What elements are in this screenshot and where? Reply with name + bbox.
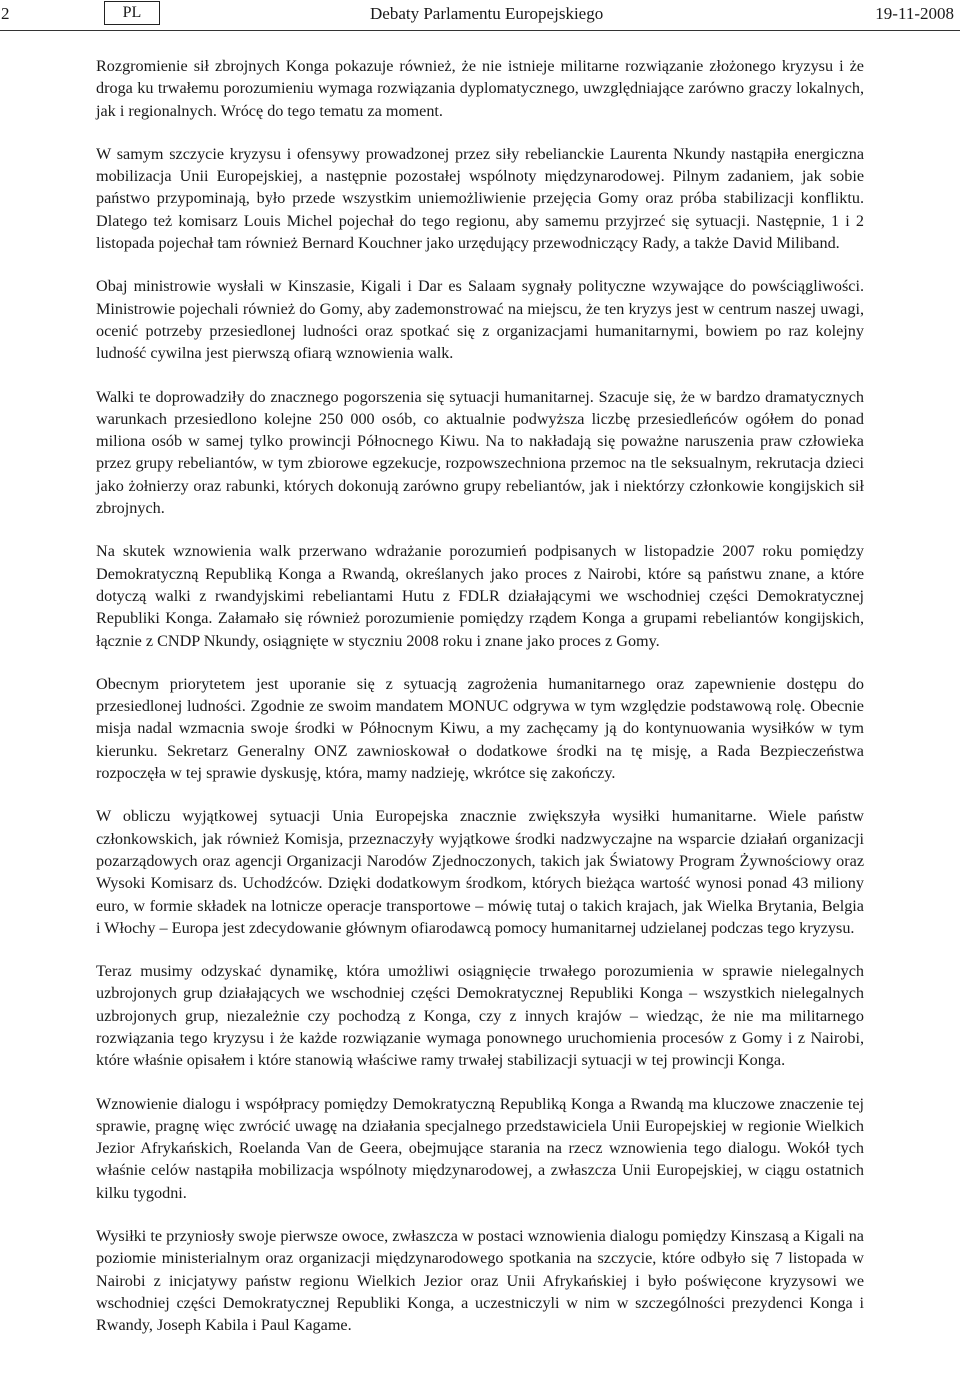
paragraph: Walki te doprowadziły do znacznego pogorszenia się sytuacji humanitarnej. Szacuje się, że w bardzo dramatycznych warunkach przesiedlono kolejne 250 000 osób, co aktualnie podwyższa liczbę przesiedleńców ogółem do ponad miliona osób w samej tylko prowincji Północnego Kiwu. Na to nakładają się poważne naruszenia praw człowieka przez grupy rebeliantów, w tym zbiorowe egzekucje, rozpowszechniona przemoc na tle seksualnym, rekrutacja dzieci jako żołnierzy oraz rabunki, których dokonują zarówno grupy rebeliantów, jak i niektórzy członkowie kongijskich sił zbrojnych. bbox=[96, 387, 864, 518]
publication-date: 19-11-2008 bbox=[875, 4, 954, 23]
document-body bbox=[96, 55, 864, 1358]
paragraph: Na skutek wznowienia walk przerwano wdrażanie porozumień podpisanych w listopadzie 2007 roku pomiędzy Demokratyczną Republiką Konga a Rwandą, określanych jako proces z Nairobi, które są państwu znane, a które dotyczą walki z rwandyjskimi rebeliantami Hutu z FDLR działającymi we wschodniej części Demokratycznej Republiki Konga. Załamało się również porozumienie pomiędzy rządem Konga a grupami rebeliantów kongijskich, łącznie z CNDP Nkundy, osiągnięte w styczniu 2008 roku i znane jako proces z Gomy. bbox=[96, 542, 864, 650]
language-badge: PL bbox=[104, 1, 160, 25]
paragraph: Obaj ministrowie wysłali w Kinszasie, Kigali i Dar es Salaam sygnały polityczne wzywające do powściągliwości. Ministrowie pojechali również do Gomy, aby zademonstrować na miejscu, że ten kryzys jest w centrum naszej uwagi, ocenić potrzeby przesiedlonej ludności oraz spotkać się z organizacjami humanitarnymi, bowiem po raz kolejny ludność cywilna jest pierwszą ofiarą wznowienia walk. bbox=[96, 277, 864, 363]
paragraph: W obliczu wyjątkowej sytuacji Unia Europejska znacznie zwiększyła wysiłki humanitarne. Wiele państw członkowskich, jak również Komisja, przeznaczyły wyjątkowe środki nadzwyczajne na wsparcie działań organizacji pozarządowych oraz agencji Organizacji Narodów Zjednoczonych, takich jak Światowy Program Żywnościowy oraz Wysoki Komisarz ds. Uchodźców. Dzięki dodatkowym środkom, których bieżąca wartość wynosi ponad 43 miliony euro, w formie składek na lotnicze operacje transportowe – mówię tutaj o takich krajach, jak Wielka Brytania, Belgia i Włochy – Europa jest zdecydowanie głównym ofiarodawcą pomocy humanitarnej udzielanej podczas tego kryzysu. bbox=[96, 807, 864, 937]
page-number: 2 bbox=[1, 4, 10, 23]
paragraph: Obecnym priorytetem jest uporanie się z sytuacją zagrożenia humanitarnego oraz zapewnienie dostępu do przesiedlonej ludności. Zgodnie ze swoim mandatem MONUC odgrywa w tym względzie podstawową rolę. Obecnie misja nadal wzmacnia swoje środki w Północnym Kiwu, a my zachęcamy ją do kontynuowania wysiłków w tym kierunku. Sekretarz Generalny ONZ zawnioskował o dodatkowe środki na tę misję, a Rada Bezpieczeństwa rozpoczęła w tej sprawie dyskusję, która, mamy nadzieję, wkrótce się zakończy. bbox=[96, 674, 864, 783]
paragraph: Wysiłki te przyniosły swoje pierwsze owoce, zwłaszcza w postaci wznowienia dialogu pomiędzy Kinszasą a Kigali na poziomie ministerialnym oraz organizacji międzynarodowego spotkania na szczycie, które odbyło się 7 listopada w Nairobi z inicjatywy państw regionu Wielkich Jezior oraz Unii Afrykańskiej i było poświęcone kryzysowi we wschodniej części Demokratycznej Republiki Konga, a uczestniczyli w nim w szczególności prezydenci Konga i Rwandy, Joseph Kabila i Paul Kagame. bbox=[96, 1227, 864, 1335]
paragraph: Teraz musimy odzyskać dynamikę, która umożliwi osiągnięcie trwałego porozumienia w sprawie nielegalnych uzbrojonych grup działających we wschodniej części Demokratycznej Republiki Konga – wszystkich nielegalnych uzbrojonych grup, niezależnie czy pochodzą z Konga, czy z innych krajów – wiedząc, że nie ma militarnego rozwiązania tego kryzysu i że każde rozwiązanie wymaga ponownego uruchomienia procesów z Gomy i z Nairobi, które właśnie opisałem i które stanowią właściwe ramy trwałej stabilizacji sytuacji w tej prowincji Konga. bbox=[96, 962, 864, 1070]
paragraph: Rozgromienie sił zbrojnych Konga pokazuje również, że nie istnieje militarne rozwiązanie złożonego kryzysu i że droga ku trwałemu porozumieniu wymaga rozwiązania dyplomatycznego, uwzględniające zarówno graczy lokalnych, jak i regionalnych. Wrócę do tego tematu za moment. bbox=[96, 57, 864, 120]
paragraph: W samym szczycie kryzysu i ofensywy prowadzonej przez siły rebelianckie Laurenta Nkundy nastąpiła energiczna mobilizacja Unii Europejskiej, a następnie pozostałej wspólnoty międzynarodowej. Pilnym zadaniem, jak sobie państwo przypominają, było przede wszystkim uniemożliwienie przejęcia Gomy oraz próba stabilizacji konfliktu. Dlatego też komisarz Louis Michel pojechał do tego regionu, aby samemu przyjrzeć się sytuacji. Następnie, 1 i 2 listopada pojechał tam również Bernard Kouchner jako urzędujący przewodniczący Rady, a także David Miliband. bbox=[96, 144, 864, 253]
paragraph: Wznowienie dialogu i współpracy pomiędzy Demokratyczną Republiką Konga a Rwandą ma kluczowe znaczenie tej sprawie, pragnę więc zwrócić uwagę na działania specjalnego przedstawiciela Unii Europejskiej w regionie Wielkich Jezior Afrykańskich, Roelanda Van de Geera, obejmujące starania na rzecz wznowienia tego dialogu. Wokół tych właśnie celów nastąpiła mobilizacja wspólnoty międzynarodowej, a zwłaszcza Unii Europejskiej, w ciągu ostatnich kilku tygodni. bbox=[96, 1094, 864, 1202]
journal-title: Debaty Parlamentu Europejskiego bbox=[370, 4, 604, 23]
header-divider bbox=[0, 30, 960, 31]
page-header bbox=[0, 0, 960, 28]
